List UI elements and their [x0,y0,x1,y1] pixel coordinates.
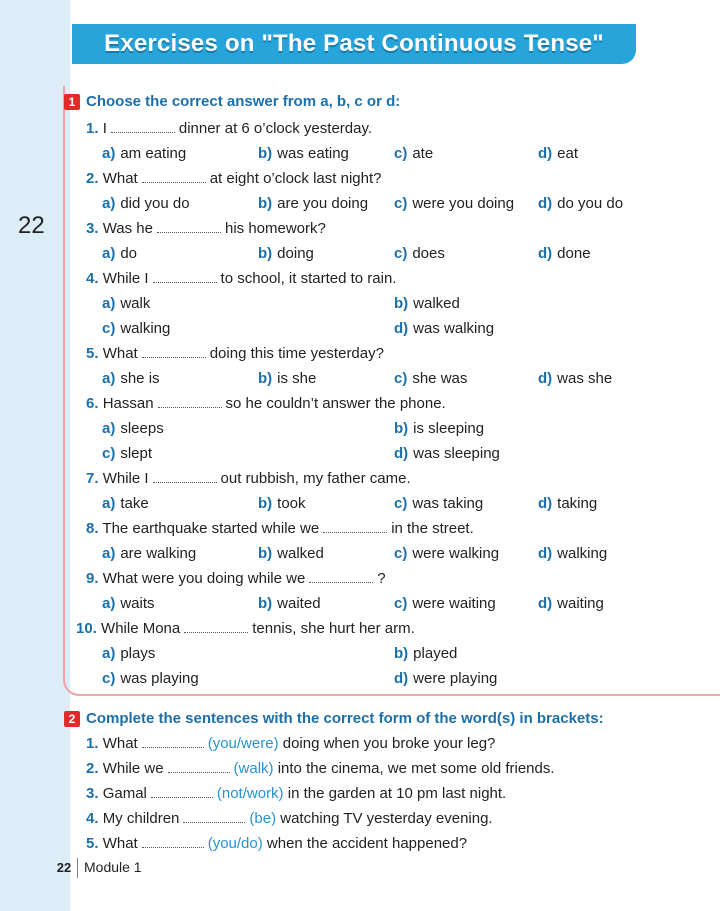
question-10 [76,620,415,637]
option-text: are you doing [277,195,369,212]
option-c[interactable] [102,670,199,687]
option-text: was playing [120,670,199,687]
exercise1-badge: 1 [64,94,80,110]
question-7 [86,470,411,487]
option-b[interactable] [258,495,306,512]
option-a[interactable] [102,145,186,162]
option-letter: b) [394,295,409,312]
item-text-before: What [102,735,138,752]
option-text: take [120,495,149,512]
option-d[interactable] [538,370,612,387]
bracket-hint: (be) [249,810,277,827]
question-text-before: While I [102,470,149,487]
question-text-after: doing this time yesterday? [209,345,384,362]
option-text: was walking [413,320,495,337]
option-letter: c) [394,195,408,212]
question-text-after: dinner at 6 o’clock yesterday. [178,120,373,137]
completion-item-3 [86,785,506,802]
question-number: 10. [76,620,97,637]
question-number: 3. [86,220,99,237]
option-b[interactable] [394,645,457,662]
option-text: did you do [120,195,190,212]
question-number: 5. [86,345,99,362]
option-b[interactable] [258,195,368,212]
item-number: 3. [86,785,99,802]
option-text: is sleeping [413,420,485,437]
question-number: 8. [86,520,99,537]
item-text-after: in the garden at 10 pm last night. [287,785,507,802]
answer-blank[interactable] [153,472,217,483]
exercise1-instruction: Choose the correct answer from a, b, c or d: [86,93,401,110]
question-text-before: While I [102,270,149,287]
option-d[interactable] [394,320,494,337]
answer-blank[interactable] [153,272,217,283]
option-letter: a) [102,595,116,612]
option-d[interactable] [538,495,597,512]
option-letter: d) [538,195,553,212]
option-text: walking [120,320,171,337]
option-letter: b) [258,195,273,212]
option-b[interactable] [258,245,314,262]
question-text-after: ? [377,570,386,587]
completion-item-1 [86,735,495,752]
answer-blank[interactable] [142,172,206,183]
question-text-after: to school, it started to rain. [220,270,397,287]
option-text: are walking [120,545,197,562]
question-number: 2. [86,170,99,187]
option-text: waits [120,595,155,612]
question-text-after: at eight o’clock last night? [209,170,382,187]
option-a[interactable] [102,370,160,387]
item-number: 5. [86,835,99,852]
question-4 [86,270,396,287]
option-text: doing [277,245,314,262]
option-letter: d) [394,670,409,687]
option-c[interactable] [394,545,499,562]
option-text: she is [120,370,160,387]
question-text-before: Was he [102,220,153,237]
question-text-after: out rubbish, my father came. [220,470,411,487]
option-letter: a) [102,420,116,437]
option-text: walked [413,295,460,312]
option-letter: d) [394,320,409,337]
question-number: 7. [86,470,99,487]
option-text: taking [557,495,598,512]
question-text-before: What were you doing while we [102,570,306,587]
question-text-before: What [102,345,138,362]
question-text-after: so he couldn’t answer the phone. [225,395,446,412]
side-page-number: 22 [18,212,45,239]
option-letter: b) [258,545,273,562]
exercise2-instruction: Complete the sentences with the correct form of the word(s) in brackets: [86,710,604,727]
bracket-hint: (you/were) [207,735,279,752]
completion-item-4 [86,810,493,827]
question-text-before: What [102,170,138,187]
option-d[interactable] [394,445,500,462]
question-text-after: tennis, she hurt her arm. [252,620,415,637]
option-c[interactable] [394,245,445,262]
question-text-after: his homework? [224,220,326,237]
option-a[interactable] [102,245,137,262]
option-text: slept [120,445,153,462]
item-number: 2. [86,760,99,777]
option-letter: c) [394,245,408,262]
option-text: walked [277,545,324,562]
option-d[interactable] [538,195,623,212]
option-text: was eating [277,145,349,162]
option-letter: c) [102,670,116,687]
option-letter: c) [394,495,408,512]
option-a[interactable] [102,595,155,612]
question-text-after: in the street. [391,520,474,537]
option-letter: a) [102,195,116,212]
left-margin-band [0,0,70,911]
option-letter: c) [394,595,408,612]
item-text-after: when the accident happened? [266,835,468,852]
option-d[interactable] [538,595,604,612]
option-a[interactable] [102,420,164,437]
answer-blank[interactable] [168,762,230,773]
option-text: were waiting [412,595,496,612]
option-c[interactable] [394,370,467,387]
question-5 [86,345,384,362]
option-text: does [412,245,445,262]
option-letter: b) [258,145,273,162]
option-a[interactable] [102,645,155,662]
answer-blank[interactable] [111,122,175,133]
option-c[interactable] [394,595,496,612]
option-text: were walking [412,545,500,562]
option-text: were playing [413,670,498,687]
option-b[interactable] [258,545,324,562]
option-b[interactable] [258,145,349,162]
answer-blank[interactable] [142,347,206,358]
option-b[interactable] [258,370,316,387]
option-letter: a) [102,370,116,387]
option-letter: c) [394,145,408,162]
question-number: 9. [86,570,99,587]
option-letter: a) [102,295,116,312]
option-c[interactable] [394,145,433,162]
option-text: is she [277,370,317,387]
option-a[interactable] [102,495,149,512]
question-text-before: I [102,120,107,137]
bracket-hint: (you/do) [207,835,263,852]
option-text: do you do [557,195,624,212]
item-number: 1. [86,735,99,752]
option-letter: b) [258,595,273,612]
option-letter: a) [102,245,116,262]
answer-blank[interactable] [157,222,221,233]
option-letter: b) [258,245,273,262]
option-letter: b) [394,645,409,662]
option-d[interactable] [538,545,607,562]
question-text-before: While Mona [101,620,181,637]
option-text: waiting [557,595,604,612]
option-text: ate [412,145,434,162]
answer-blank[interactable] [309,572,373,583]
option-letter: b) [258,495,273,512]
option-text: was taking [412,495,484,512]
answer-blank[interactable] [142,837,204,848]
option-text: walking [557,545,608,562]
option-b[interactable] [258,595,321,612]
option-letter: c) [102,320,116,337]
option-text: sleeps [120,420,164,437]
option-text: am eating [120,145,187,162]
option-letter: a) [102,495,116,512]
option-letter: c) [394,545,408,562]
option-text: walk [120,295,151,312]
item-text-before: While we [102,760,164,777]
option-letter: a) [102,645,116,662]
option-text: took [277,495,306,512]
question-1 [86,120,372,137]
option-letter: d) [538,245,553,262]
option-letter: d) [538,545,553,562]
footer-page-number: 22 [56,860,72,875]
answer-blank[interactable] [184,622,248,633]
option-letter: a) [102,545,116,562]
option-letter: d) [538,495,553,512]
completion-item-2 [86,760,555,777]
item-text-before: Gamal [102,785,147,802]
option-letter: c) [102,445,116,462]
question-text-before: Hassan [102,395,154,412]
answer-blank[interactable] [142,737,204,748]
bracket-hint: (walk) [233,760,274,777]
option-d[interactable] [538,245,591,262]
page-title: Exercises on "The Past Continuous Tense" [104,30,604,57]
bracket-hint: (not/work) [216,785,284,802]
option-text: was sleeping [413,445,500,462]
question-2 [86,170,381,187]
option-a[interactable] [102,195,190,212]
footer-divider [77,858,78,878]
option-text: played [413,645,458,662]
option-text: was she [557,370,613,387]
option-text: she was [412,370,468,387]
question-3 [86,220,326,237]
answer-blank[interactable] [151,787,213,798]
option-letter: d) [394,445,409,462]
option-d[interactable] [538,145,578,162]
item-text-after: into the cinema, we met some old friends. [277,760,555,777]
option-letter: b) [258,370,273,387]
option-a[interactable] [102,545,196,562]
option-letter: d) [538,145,553,162]
option-text: waited [277,595,321,612]
option-text: eat [557,145,579,162]
option-d[interactable] [394,670,497,687]
question-8 [86,520,474,537]
option-c[interactable] [394,195,514,212]
option-text: were you doing [412,195,515,212]
question-text-before: The earthquake started while we [102,520,320,537]
option-a[interactable] [102,295,150,312]
item-text-before: What [102,835,138,852]
option-text: do [120,245,138,262]
answer-blank[interactable] [183,812,245,823]
answer-blank[interactable] [323,522,387,533]
answer-blank[interactable] [158,397,222,408]
item-text-after: watching TV yesterday evening. [280,810,493,827]
option-letter: d) [538,595,553,612]
question-9 [86,570,386,587]
completion-item-5 [86,835,467,852]
option-c[interactable] [102,320,170,337]
title-banner [72,24,636,64]
option-letter: c) [394,370,408,387]
question-number: 4. [86,270,99,287]
item-text-after: doing when you broke your leg? [282,735,496,752]
option-letter: b) [394,420,409,437]
option-letter: d) [538,370,553,387]
exercise2-badge: 2 [64,711,80,727]
option-text: plays [120,645,156,662]
option-b[interactable] [394,420,484,437]
question-6 [86,395,446,412]
footer-module-label: Module 1 [84,859,142,875]
option-text: done [557,245,591,262]
option-c[interactable] [394,495,483,512]
question-number: 6. [86,395,99,412]
question-number: 1. [86,120,99,137]
item-number: 4. [86,810,99,827]
option-letter: a) [102,145,116,162]
option-b[interactable] [394,295,460,312]
item-text-before: My children [102,810,180,827]
option-c[interactable] [102,445,152,462]
